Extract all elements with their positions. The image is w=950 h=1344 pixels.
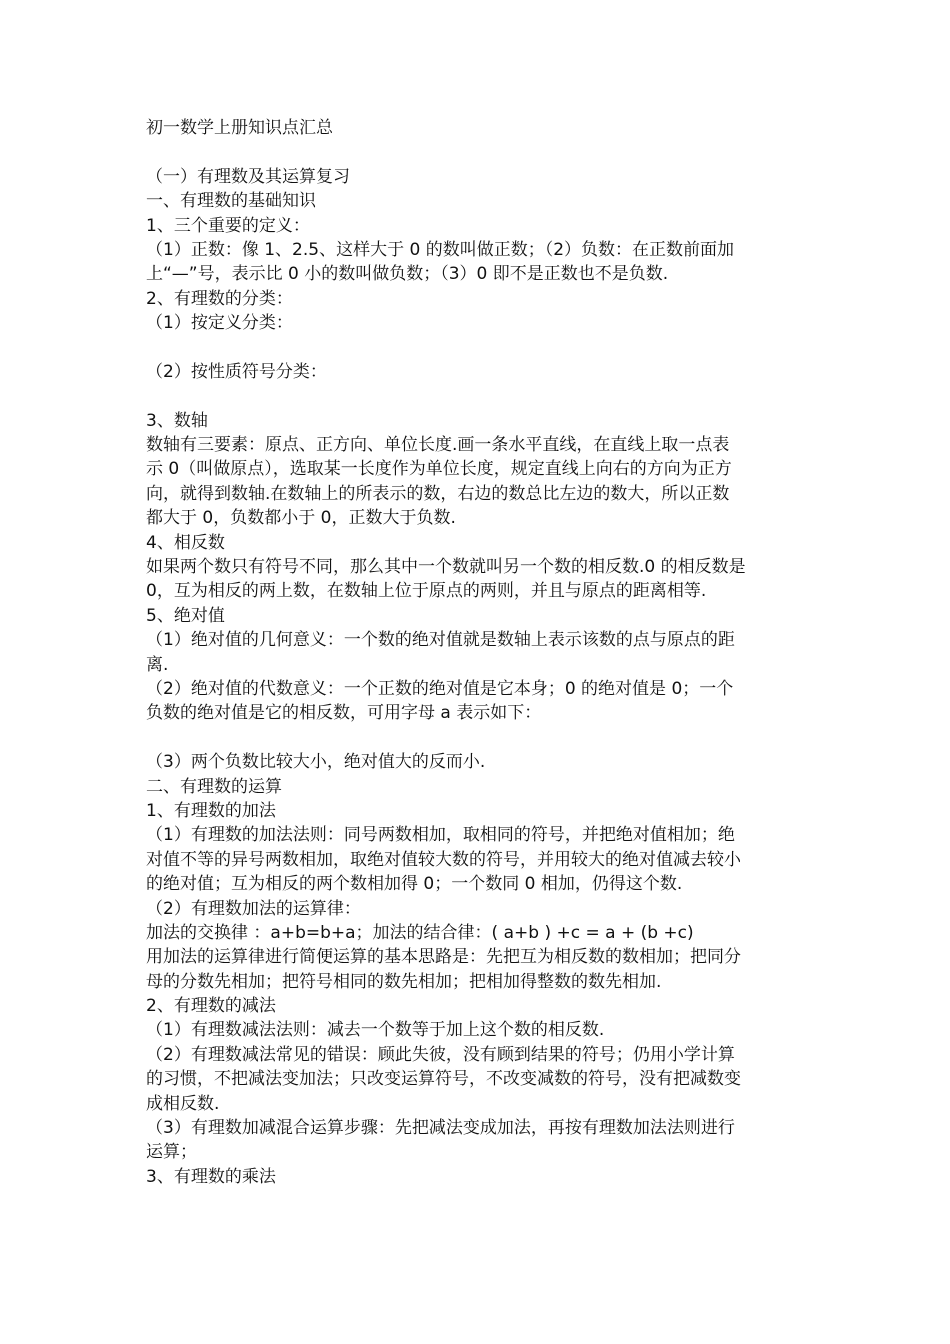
subsection-heading: 3、有理数的乘法 — [146, 1166, 276, 1187]
document-page — [146, 116, 810, 1189]
text-line: 成相反数. — [146, 1093, 220, 1114]
text-line: （1）绝对值的几何意义：一个数的绝对值就是数轴上表示该数的点与原点的距 — [146, 630, 735, 651]
text-line: 对值不等的异号两数相加，取绝对值较大数的符号，并用较大的绝对值减去较小 — [146, 849, 741, 870]
text-line: （2）有理数减法常见的错误：顾此失彼，没有顾到结果的符号；仍用小学计算 — [146, 1044, 735, 1065]
text-line: 如果两个数只有符号不同，那么其中一个数就叫另一个数的相反数.0 的相反数是 — [146, 557, 746, 578]
subsection-heading: 3、数轴 — [146, 410, 208, 431]
text-line: （3）有理数加减混合运算步骤：先把减法变成加法，再按有理数加法法则进行 — [146, 1118, 735, 1139]
section-heading: 一、有理数的基础知识 — [146, 191, 316, 212]
subsection-heading: 1、有理数的加法 — [146, 800, 276, 821]
text-line — [146, 336, 810, 360]
subsection-heading: 5、绝对值 — [146, 605, 225, 626]
text-line: 离. — [146, 654, 169, 675]
text-line: 上“—”号，表示比 0 小的数叫做负数；（3）0 即不是正数也不是负数. — [146, 264, 669, 285]
subsection-heading: 4、相反数 — [146, 532, 225, 553]
text-line: （3）两个负数比较大小，绝对值大的反而小. — [146, 752, 486, 773]
text-line: 运算； — [146, 1142, 197, 1163]
section-heading: （一）有理数及其运算复习 — [146, 166, 350, 187]
text-line — [146, 726, 810, 750]
text-line: 的绝对值；互为相反的两个数相加得 0；一个数同 0 相加，仍得这个数. — [146, 874, 683, 895]
text-line: （2）按性质符号分类： — [146, 361, 327, 382]
text-line: 用加法的运算律进行简便运算的基本思路是：先把互为相反数的数相加；把同分 — [146, 947, 741, 968]
text-line: （2）绝对值的代数意义：一个正数的绝对值是它本身；0 的绝对值是 0；一个 — [146, 678, 734, 699]
text-line: （1）有理数的加法法则：同号两数相加，取相同的符号，并把绝对值相加；绝 — [146, 825, 735, 846]
text-line: 加法的交换律 ：a+b=b+a；加法的结合律：( a+b ) +c = a + (b +c) — [146, 922, 694, 943]
section-heading: 二、有理数的运算 — [146, 776, 282, 797]
text-line — [146, 140, 810, 164]
text-line: 负数的绝对值是它的相反数，可用字母 a 表示如下： — [146, 703, 542, 724]
text-line: （1）有理数减法法则：减去一个数等于加上这个数的相反数. — [146, 1020, 605, 1041]
subsection-heading: 2、有理数的分类： — [146, 288, 293, 309]
text-line: 示 0（叫做原点），选取某一长度作为单位长度，规定直线上向右的方向为正方 — [146, 459, 732, 480]
text-line: （1）正数：像 1、2.5、这样大于 0 的数叫做正数；（2）负数：在正数前面加 — [146, 239, 735, 260]
text-line: 向，就得到数轴.在数轴上的所表示的数，右边的数总比左边的数大，所以正数 — [146, 483, 730, 504]
text-line: 数轴有三要素：原点、正方向、单位长度.画一条水平直线，在直线上取一点表 — [146, 435, 730, 456]
text-line — [146, 384, 810, 408]
text-line: 0，互为相反的两上数，在数轴上位于原点的两则，并且与原点的距离相等. — [146, 581, 707, 602]
text-line: 都大于 0，负数都小于 0，正数大于负数. — [146, 508, 456, 529]
document-title: 初一数学上册知识点汇总 — [146, 118, 333, 138]
subsection-heading: 2、有理数的减法 — [146, 996, 276, 1017]
subsection-heading: 1、三个重要的定义： — [146, 215, 310, 236]
text-line: （2）有理数加法的运算律： — [146, 898, 361, 919]
text-line: （1）按定义分类： — [146, 313, 293, 334]
text-line: 的习惯，不把减法变加法；只改变运算符号，不改变减数的符号，没有把减数变 — [146, 1069, 741, 1090]
text-line: 母的分数先相加；把符号相同的数先相加；把相加得整数的数先相加. — [146, 971, 662, 992]
